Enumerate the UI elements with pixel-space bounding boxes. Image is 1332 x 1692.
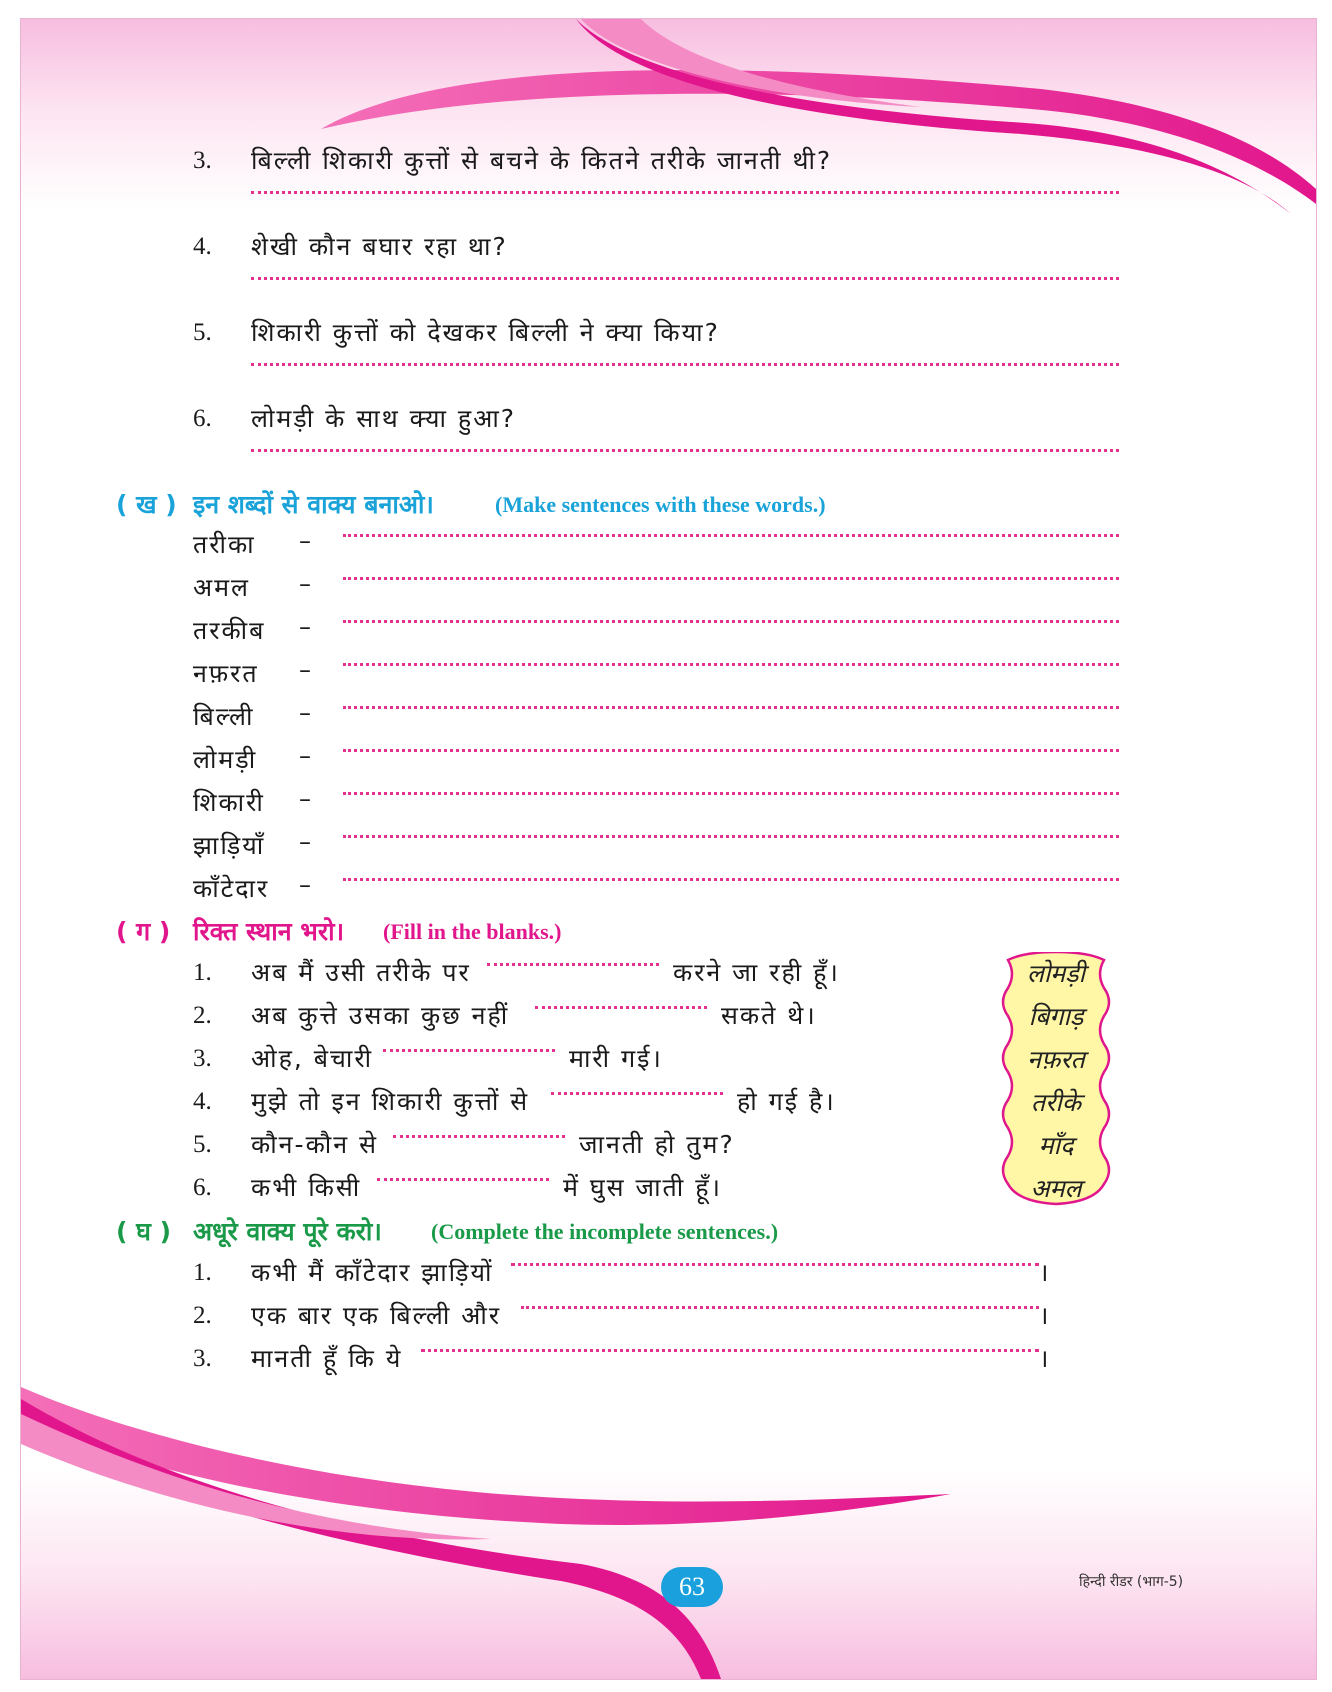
question-number: 5. [193,319,212,346]
completion-line[interactable] [521,1306,1039,1309]
section-title-hindi: रिक्त स्थान भरो। [193,917,345,946]
section-title-hindi: इन शब्दों से वाक्य बनाओ। [193,490,434,519]
sentence-start: मानती हूँ कि ये [251,1344,403,1373]
question-text: शिकारी कुत्तों को देखकर बिल्ली ने क्या किया? [251,318,720,347]
section-title-hindi: अधूरे वाक्य पूरे करो। [193,1217,382,1246]
word-bank-item: तरीके [1030,1088,1082,1117]
vocab-word: तरीका [193,530,256,559]
sentence-start: अब कुत्ते उसका कुछ नहीं [251,1001,510,1030]
vocab-word: तरकीब [193,616,266,645]
item-number: 1. [193,959,212,986]
blank-line[interactable] [377,1178,549,1181]
sentence-end: सकते थे। [721,1001,817,1030]
completion-line[interactable] [421,1349,1039,1352]
item-number: 2. [193,1002,212,1029]
blank-line[interactable] [393,1135,565,1138]
section-label: ( ग ) [116,917,171,946]
item-number: 6. [193,1174,212,1201]
item-number: 3. [193,1045,212,1072]
word-bank-item: लोमड़ी [1026,959,1086,988]
dash: – [299,871,311,899]
dash: – [299,828,311,856]
section-label: ( घ ) [116,1217,172,1246]
full-stop: । [1039,1258,1051,1287]
item-number: 2. [193,1302,212,1329]
sentence-end: में घुस जाती हूँ। [563,1173,722,1202]
word-bank-item: नफ़रत [1027,1045,1085,1074]
item-number: 1. [193,1259,212,1286]
dash: – [299,742,311,770]
section-title-english: (Complete the incomplete sentences.) [431,1219,779,1244]
full-stop: । [1039,1301,1051,1330]
word-bank-box [994,952,1118,1208]
dash: – [299,613,311,641]
sentence-start: कौन-कौन से [251,1130,378,1159]
blank-line[interactable] [487,963,659,966]
word-bank-item: अमल [1030,1174,1082,1203]
page-number-badge: 63 [661,1567,723,1607]
question-number: 4. [193,233,212,260]
vocab-word: अमल [193,573,251,602]
dash: – [299,699,311,727]
sentence-start: एक बार एक बिल्ली और [251,1301,502,1330]
worksheet-page [20,18,1317,1680]
sentence-end: जानती हो तुम? [579,1130,735,1159]
vocab-word: नफ़रत [193,659,259,688]
sentence-line[interactable] [343,620,1119,623]
sentence-end: मारी गई। [569,1044,663,1073]
sentence-line[interactable] [343,792,1119,795]
sentence-line[interactable] [343,577,1119,580]
dash: – [299,785,311,813]
dash: – [299,570,311,598]
dash: – [299,656,311,684]
question-text: बिल्ली शिकारी कुत्तों से बचने के कितने तरीके जानती थी? [251,146,833,175]
book-title: हिन्दी रीडर (भाग-5) [1079,1574,1184,1590]
answer-line[interactable] [251,363,1119,366]
question-text: शेखी कौन बघार रहा था? [251,232,508,261]
section-title-english: (Make sentences with these words.) [495,492,826,517]
sentence-start: मुझे तो इन शिकारी कुत्तों से [251,1087,530,1116]
blank-line[interactable] [551,1092,723,1095]
question-text: लोमड़ी के साथ क्या हुआ? [251,404,517,433]
full-stop: । [1039,1344,1051,1373]
vocab-word: लोमड़ी [193,745,258,774]
answer-line[interactable] [251,277,1119,280]
sentence-start: अब मैं उसी तरीके पर [251,958,471,987]
item-number: 4. [193,1088,212,1115]
answer-line[interactable] [251,191,1119,194]
item-number: 3. [193,1345,212,1372]
section-label: ( ख ) [116,490,177,519]
vocab-word: शिकारी [193,788,265,817]
sentence-end: हो गई है। [737,1087,836,1116]
completion-line[interactable] [511,1263,1039,1266]
blank-line[interactable] [383,1049,555,1052]
sentence-line[interactable] [343,749,1119,752]
word-bank-item: माँद [1038,1131,1074,1160]
answer-line[interactable] [251,449,1119,452]
sentence-line[interactable] [343,663,1119,666]
sentence-line[interactable] [343,706,1119,709]
item-number: 5. [193,1131,212,1158]
vocab-word: काँटेदार [193,874,270,903]
vocab-word: बिल्ली [193,702,255,731]
sentence-end: करने जा रही हूँ। [673,958,840,987]
sentence-line[interactable] [343,835,1119,838]
word-bank-item: बिगाड़ [1028,1002,1084,1031]
blank-line[interactable] [535,1006,707,1009]
sentence-start: ओह, बेचारी [251,1044,374,1073]
sentence-line[interactable] [343,534,1119,537]
question-number: 6. [193,405,212,432]
section-title-english: (Fill in the blanks.) [383,919,562,944]
dash: – [299,527,311,555]
sentence-start: कभी मैं काँटेदार झाड़ियों [251,1258,494,1287]
question-number: 3. [193,147,212,174]
sentence-start: कभी किसी [251,1173,362,1202]
sentence-line[interactable] [343,878,1119,881]
vocab-word: झाड़ियाँ [193,831,266,860]
